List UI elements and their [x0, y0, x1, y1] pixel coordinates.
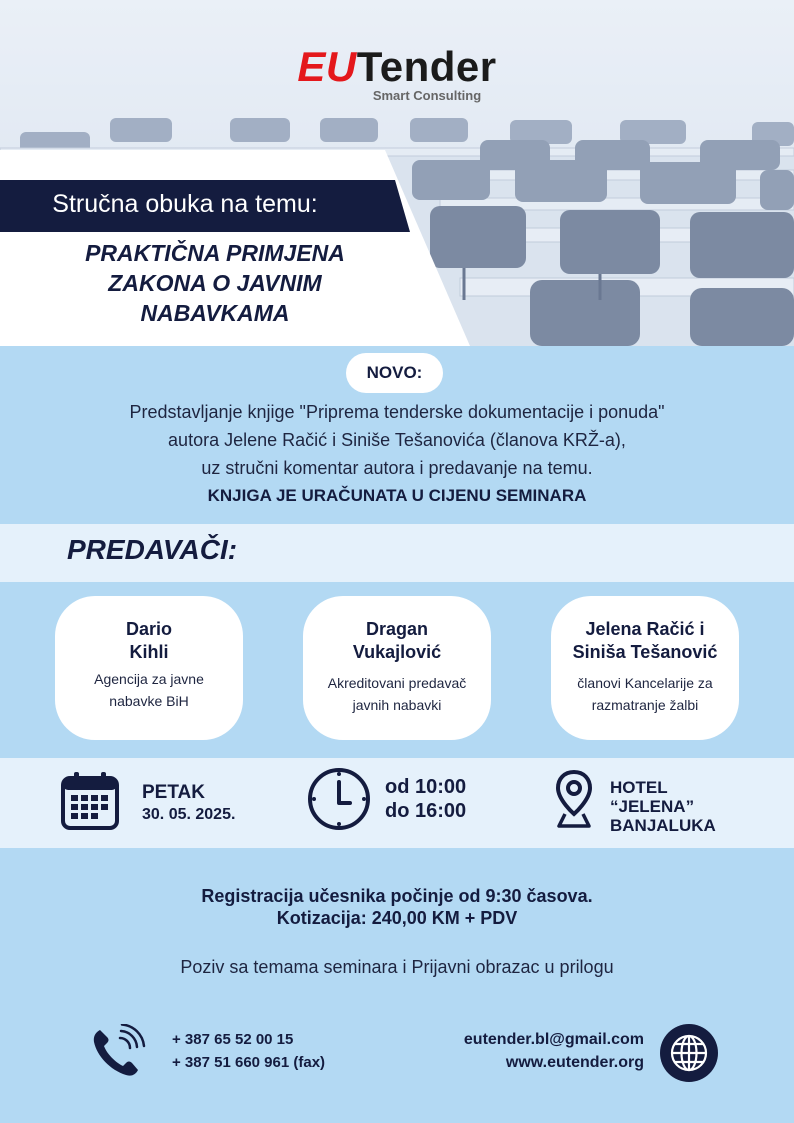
globe-icon: [660, 1024, 718, 1082]
novo-highlight: KNJIGA JE URAČUNATA U CIJENU SEMINARA: [207, 486, 587, 505]
event-day: PETAK: [142, 782, 205, 803]
novo-badge: NOVO:: [346, 353, 443, 393]
presenter-name-line: Dario: [125, 619, 172, 639]
presenter-role: [551, 672, 739, 716]
novo-line: autora Jelene Račić i Siniše Tešanovića (članova KRŽ-a),: [168, 430, 626, 450]
course-title: [0, 238, 430, 328]
event-time-to: do 16:00: [385, 800, 467, 822]
presenter-name-line: Siniša Tešanović: [572, 642, 718, 662]
venue-line: “JELENA”: [610, 797, 695, 816]
presenter-role-line: nabavke BiH: [109, 693, 189, 709]
registration-info: [0, 885, 794, 929]
event-venue: [610, 778, 716, 835]
course-title-line: PRAKTIČNA PRIMJENA: [85, 240, 345, 266]
presenter-name-line: Dragan: [365, 619, 428, 639]
presenter-role-line: Akreditovani predavač: [327, 675, 467, 691]
presenter-card: [55, 596, 243, 740]
course-title-line: NABAVKAMA: [140, 300, 290, 326]
venue-line: BANJALUKA: [610, 816, 716, 835]
venue-line: HOTEL: [610, 778, 668, 797]
event-time: [385, 775, 466, 823]
presenter-name-line: Jelena Račić i: [585, 619, 705, 639]
presenter-role: [55, 668, 243, 712]
location-pin-icon: [553, 768, 595, 830]
presenter-card: [551, 596, 739, 740]
presenter-name: [55, 618, 243, 664]
presenter-name-line: Kihli: [129, 642, 169, 662]
event-date: 30. 05. 2025.: [142, 806, 236, 823]
fax-number: + 387 51 660 961 (fax): [172, 1054, 326, 1071]
novo-description: [0, 398, 794, 510]
presenter-card: [303, 596, 491, 740]
registration-start: Registracija učesnika počinje od 9:30 časova.: [201, 886, 593, 906]
phone-numbers: [172, 1028, 325, 1074]
novo-line: Predstavljanje knjige "Priprema tenderske dokumentacije i ponuda": [129, 402, 665, 422]
presenter-name: [551, 618, 739, 664]
course-subtitle: Stručna obuka na temu:: [52, 190, 318, 218]
calendar-icon: [60, 770, 120, 830]
logo-eu: EU: [297, 43, 357, 90]
presenter-role-line: javnih nabavki: [352, 697, 442, 713]
presenter-name-line: Vukajlović: [352, 642, 442, 662]
presenter-name: [303, 618, 491, 664]
eutender-logo: [0, 44, 794, 103]
presenters-title: PREDAVAČI:: [67, 534, 238, 565]
website-link[interactable]: www.eutender.org: [505, 1054, 644, 1071]
presenter-role-line: članovi Kancelarije za: [577, 675, 713, 691]
invitation-note: Poziv sa temama seminara i Prijavni obrazac u prilogu: [180, 957, 614, 977]
event-time-from: od 10:00: [385, 776, 467, 798]
email-link[interactable]: eutender.bl@gmail.com: [463, 1031, 644, 1048]
clock-icon: [306, 766, 372, 832]
logo-tagline: Smart Consulting: [372, 88, 482, 103]
presenter-role: [303, 672, 491, 716]
presenter-role-line: Agencija za javne: [94, 671, 204, 687]
web-contacts: [464, 1028, 644, 1074]
course-title-line: ZAKONA O JAVNIM: [108, 270, 322, 296]
novo-line: uz stručni komentar autora i predavanje na temu.: [201, 458, 593, 478]
phone-number[interactable]: + 387 65 52 00 15: [172, 1031, 294, 1048]
presenter-role-line: razmatranje žalbi: [591, 697, 699, 713]
phone-icon: [90, 1024, 148, 1080]
logo-tender: Tender: [356, 43, 497, 90]
registration-fee: Kotizacija: 240,00 KM + PDV: [276, 908, 518, 928]
